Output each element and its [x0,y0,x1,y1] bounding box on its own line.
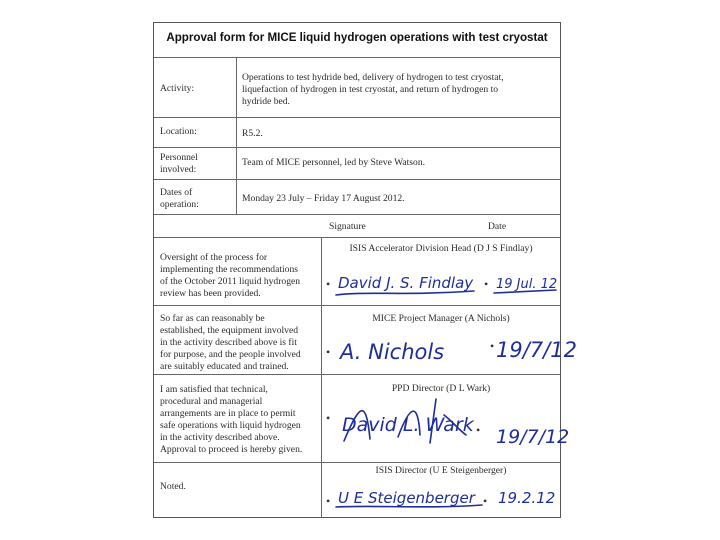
form-title: Approval form for MICE liquid hydrogen operations with test cryostat [166,31,548,44]
personnel-label-2: involved: [160,164,197,175]
activity-label: Activity: [160,83,195,94]
approval-4-signature-bullet: • [326,494,331,508]
rule-under-location [154,147,560,148]
dates-value: Monday 23 July – Friday 17 August 2012. [242,193,405,204]
rule-under-headers [154,237,560,238]
approval-2-date-bullet: • [490,339,495,353]
personnel-value: Team of MICE personnel, led by Steve Watson. [242,157,426,168]
approval-1-signature [336,271,476,301]
approval-2-date [494,333,577,367]
approval-3-statement-1: I am satisfied that technical, [160,384,268,395]
approval-2-role: MICE Project Manager (A Nichols) [372,313,510,324]
approval-3-statement-2: procedural and managerial [160,396,263,407]
activity-line-1: Operations to test hydride bed, delivery of hydrogen to test cryostat, [242,72,504,83]
approval-2-signature-bullet: • [326,345,331,359]
approval-3-date-bullet: • [476,423,481,437]
approval-1-date-bullet: • [484,277,489,291]
approval-4-signature-text: U E Steigenberger [338,489,475,507]
approval-3-statement-6: Approval to proceed is hereby given. [160,444,303,455]
approval-2-statement-3: in the activity described above is fit [160,337,297,348]
approval-1-role: ISIS Accelerator Division Head (D J S Findlay) [349,243,533,254]
approval-2-statement-1: So far as can reasonably be [160,313,265,324]
activity-line-2: liquefaction of hydrogen in test cryostat, and return of hydrogen to [242,84,499,95]
approval-4-date-bullet: • [483,494,488,508]
approval-2-signature-text: A. Nichols [340,340,445,364]
approval-4-signature [336,483,484,513]
location-value: R5.2. [242,128,263,139]
rule-under-approval-1 [154,305,560,306]
approval-1-signature-bullet: • [326,277,331,291]
dates-label-1: Dates of [160,187,193,198]
approval-3-role: PPD Director (D L Wark) [391,383,491,394]
personnel-label-1: Personnel [160,152,198,163]
rule-under-approval-3 [154,462,560,463]
approval-3-date [494,419,570,453]
dates-label-2: operation: [160,199,199,210]
approval-1-statement-2: implementing the recommendations [160,264,299,275]
rule-under-activity [154,117,560,118]
approval-2-statement-2: established, the equipment involved [160,325,299,336]
approval-3-statement-4: safe operations with liquid hydrogen [160,420,301,431]
location-label: Location: [160,126,197,137]
date-header: Date [488,221,507,232]
rule-under-personnel [154,179,560,180]
approval-4-statement-1: Noted. [160,481,186,492]
approval-4-date-text: 19.2.12 [498,489,556,507]
approval-4-date [496,485,560,511]
approval-2-statement-4: for purpose, and the people involved [160,349,301,360]
approval-3-signature-bullet: • [326,411,331,425]
approval-3-date-text: 19/7/12 [496,426,570,448]
approval-2-signature [338,335,468,369]
approval-2-date-text: 19/7/12 [496,338,577,362]
rule-under-dates [154,214,560,215]
approval-3-statement-3: arrangements are in place to permit [160,408,296,419]
approval-3-signature [340,395,490,451]
approval-1-statement-3: of the October 2011 liquid hydrogen [160,276,301,287]
approval-form [153,22,577,518]
approval-1-signature-text: David J. S. Findlay [338,274,474,292]
approval-3-signature-text: David L. Wark [342,414,474,436]
approval-4-role: ISIS Director (U E Steigenberger) [375,465,507,476]
approval-3-statement-5: in the activity described above. [160,432,280,443]
approval-2-statement-5: are suitably educated and trained. [160,361,289,372]
approval-1-date-text: 19 Jul. 12 [496,277,558,292]
approval-1-date [494,273,560,297]
rule-details-divider [236,57,237,214]
rule-under-approval-2 [154,374,560,375]
activity-line-3: hydride bed. [242,96,290,107]
signature-header: Signature [329,221,366,232]
approval-1-statement-4: review has been provided. [160,288,261,299]
approval-1-statement-1: Oversight of the process for [160,252,268,263]
rule-under-title [154,57,560,58]
